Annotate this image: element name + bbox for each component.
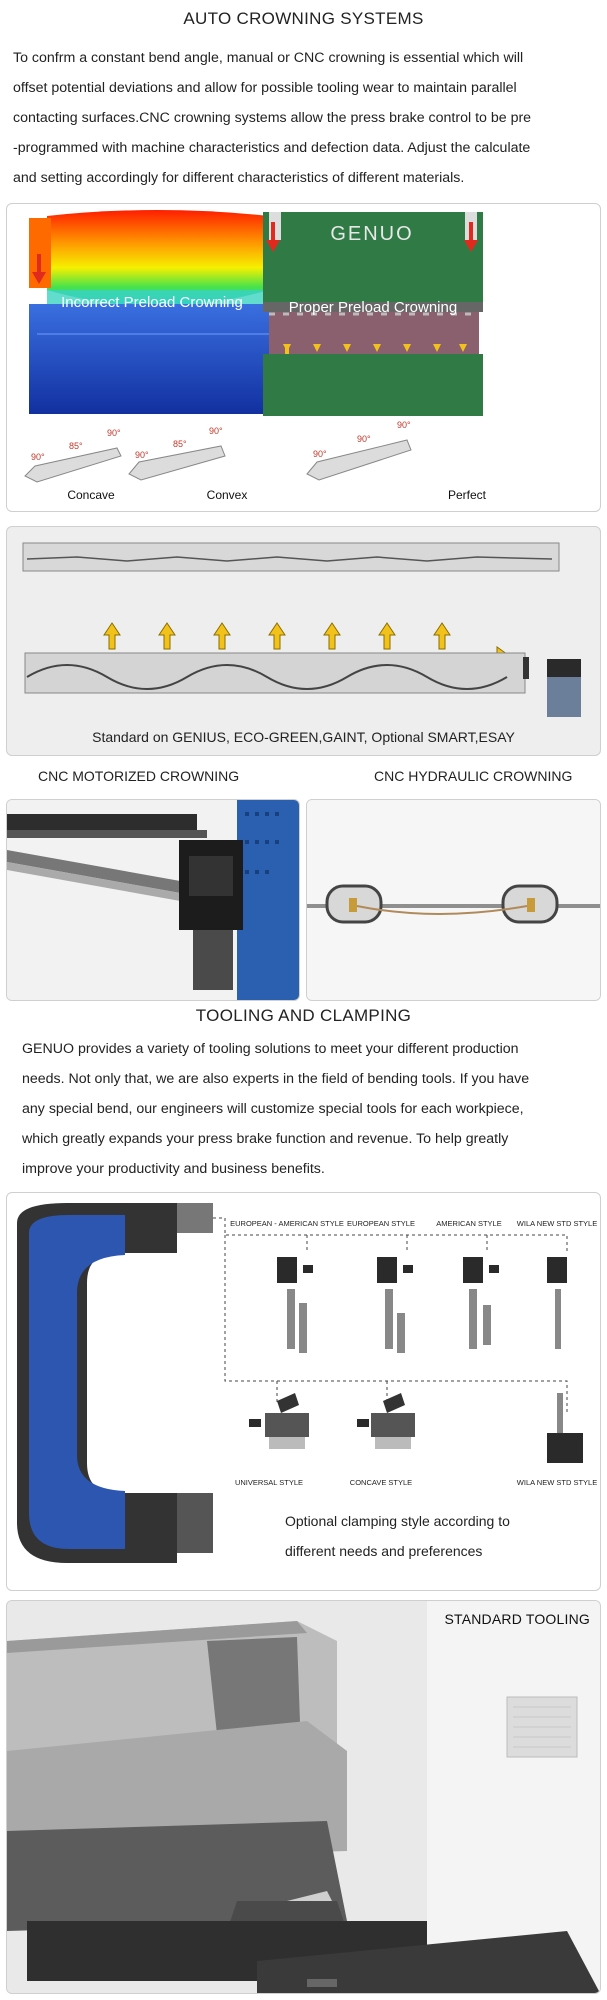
wedge-crowning-diagram: [7, 527, 600, 727]
european-style-label: EUROPEAN STYLE: [347, 1219, 415, 1228]
svg-text:90°: 90°: [209, 426, 223, 436]
convex-label: Convex: [206, 488, 248, 502]
incorrect-crowning-label: Incorrect Preload Crowning: [61, 294, 243, 311]
preload-crowning-panel: [6, 203, 601, 512]
heatmap-bed: [29, 304, 287, 414]
concave-style-label: CONCAVE STYLE: [349, 1478, 413, 1487]
svg-text:90°: 90°: [107, 428, 121, 438]
tooling-line-5: improve your productivity and business benefits.: [22, 1161, 325, 1177]
clamp-caption-line-1: Optional clamping style according to: [285, 1513, 510, 1529]
svg-text:90°: 90°: [397, 420, 411, 430]
motorized-crowning-photo: [6, 799, 300, 1001]
svg-text:85°: 85°: [173, 439, 187, 449]
standard-tooling-panel: [6, 1600, 601, 1994]
wila-bottom-style-label: WILA NEW STD STYLE: [516, 1478, 598, 1487]
standard-tooling-label: STANDARD TOOLING: [444, 1611, 590, 1627]
preload-crowning-illustration: [7, 204, 600, 511]
crowning-line-4: -programmed with machine characteristics and defection data. Adjust the calculate: [13, 140, 531, 156]
tooling-line-1: GENUO provides a variety of tooling solutions to meet your different production: [22, 1041, 519, 1057]
motorized-crowning-illustration: [7, 800, 299, 1000]
euro-american-style-label: EUROPEAN - AMERICAN STYLE: [230, 1219, 344, 1228]
clamping-styles-panel: [6, 1192, 601, 1591]
hydraulic-crowning-label: CNC HYDRAULIC CROWNING: [374, 768, 573, 784]
motorized-crowning-label: CNC MOTORIZED CROWNING: [38, 768, 240, 784]
crowning-line-1: To confrm a constant bend angle, manual or CNC crowning is essential which will: [13, 50, 524, 66]
clamp-caption-line-2: different needs and preferences: [285, 1543, 483, 1559]
svg-text:90°: 90°: [135, 450, 149, 460]
concave-label: Concave: [67, 488, 115, 502]
tooling-line-3: any special bend, our engineers will customize special tools for each workpiece,: [22, 1101, 524, 1117]
perfect-sample: [307, 440, 411, 480]
wedge-crowning-panel: [6, 526, 601, 756]
tooling-paragraph: [22, 1034, 597, 1184]
standard-tooling-photo: [7, 1601, 600, 1993]
svg-text:90°: 90°: [313, 449, 327, 459]
perfect-label: Perfect: [447, 488, 487, 502]
clamping-styles-diagram: [7, 1193, 600, 1590]
universal-style-label: UNIVERSAL STYLE: [234, 1478, 304, 1487]
crowning-line-3: contacting surfaces.CNC crowning systems allow the press brake control to be pre: [13, 110, 532, 126]
svg-text:85°: 85°: [69, 441, 83, 451]
crowning-line-2: offset potential deviations and allow for possible tooling wear to maintain parallel: [13, 80, 517, 96]
crowning-paragraph: [13, 43, 598, 193]
svg-text:90°: 90°: [31, 452, 45, 462]
tooling-line-4: which greatly expands your press brake function and revenue. To help greatly: [22, 1131, 509, 1147]
crowning-line-5: and setting accordingly for different characteristics of different materials.: [13, 170, 465, 186]
standard-crowning-caption: Standard on GENIUS, ECO-GREEN,GAINT, Optional SMART,ESAY: [92, 729, 515, 745]
tooling-line-2: needs. Not only that, we are also experts in the field of bending tools. If you have: [22, 1071, 530, 1087]
proper-crowning-label: Proper Preload Crowning: [288, 299, 458, 316]
svg-text:90°: 90°: [357, 434, 371, 444]
wila-top-style-label: WILA NEW STD STYLE: [516, 1219, 598, 1228]
tooling-title: TOOLING AND CLAMPING: [195, 1006, 412, 1025]
american-style-label: AMERICAN STYLE: [436, 1219, 502, 1228]
genuo-logo: GENUO: [330, 223, 414, 245]
crowning-title: AUTO CROWNING SYSTEMS: [183, 9, 424, 28]
hydraulic-crowning-photo: [306, 799, 601, 1001]
hydraulic-crowning-illustration: [307, 800, 600, 1000]
